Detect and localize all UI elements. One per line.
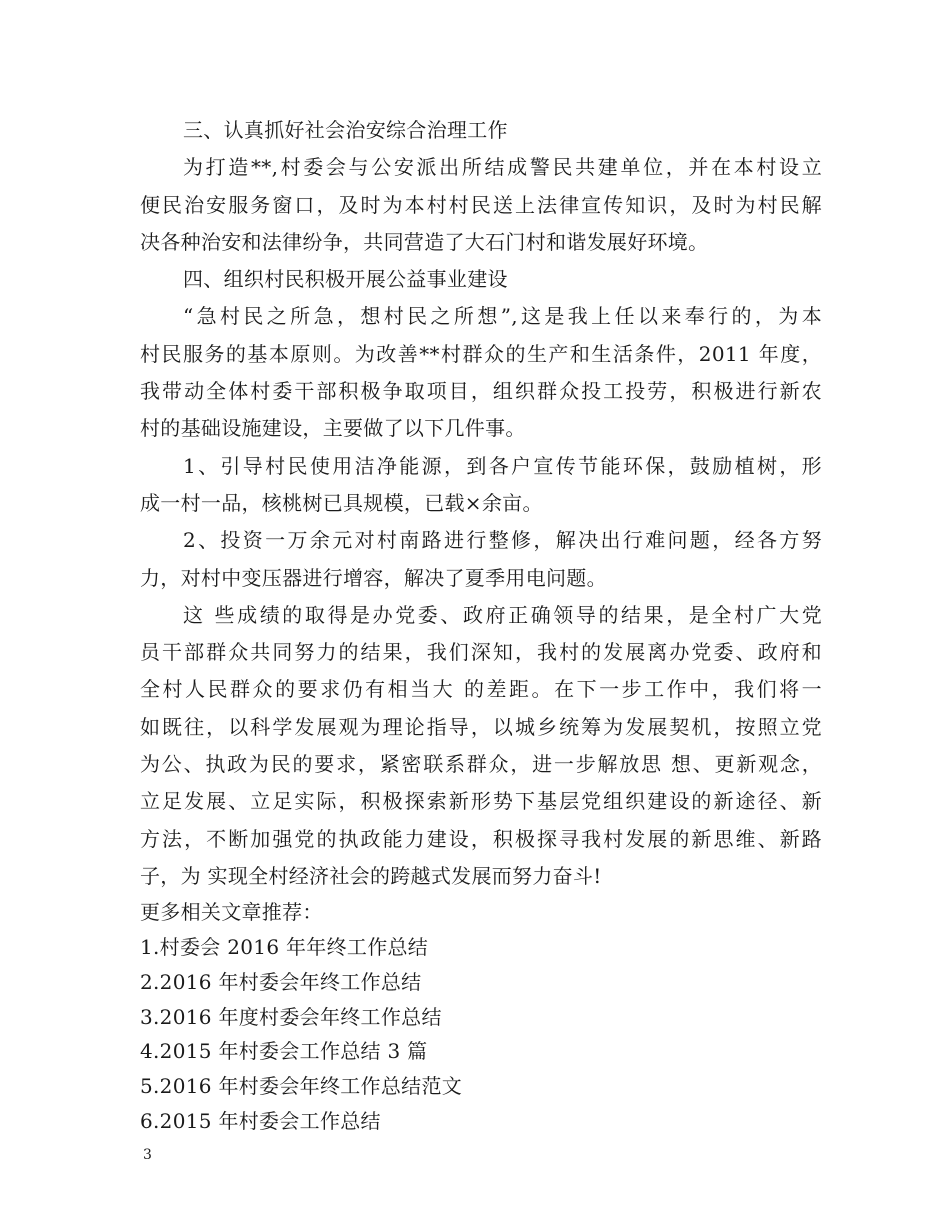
paragraph-line: 为打造**,村委会与公安派出所结成警民共建单位，并在本村设立	[183, 155, 822, 180]
paragraph-line: 2、投资一万余元对村南路进行整修，解决出行难问题，经各方努	[183, 528, 822, 553]
section-heading-4: 四、组织村民积极开展公益事业建设	[183, 267, 508, 292]
paragraph-line: 决各种治安和法律纷争，共同营造了大石门村和谐发展好环境。	[140, 229, 709, 254]
paragraph-line: 村的基础设施建设，主要做了以下几件事。	[140, 416, 526, 441]
paragraph-line: 为公、执政为民的要求，紧密联系群众，进一步解放思 想、更新观念，	[140, 752, 822, 777]
paragraph-line: 立足发展、立足实际，积极探索新形势下基层党组织建设的新途径、新	[140, 789, 822, 814]
document-body	[140, 112, 822, 1139]
related-article-link[interactable]: 2.2016 年村委会年终工作总结	[140, 969, 422, 994]
paragraph-line: 如既往，以科学发展观为理论指导，以城乡统筹为发展契机，按照立党	[140, 714, 822, 739]
paragraph-line: “急村民之所急，想村民之所想”,这是我上任以来奉行的，为本	[183, 304, 822, 329]
page-number: 3	[143, 1147, 152, 1163]
related-article-link[interactable]: 1.村委会 2016 年年终工作总结	[140, 935, 429, 960]
related-article-link[interactable]: 4.2015 年村委会工作总结 3 篇	[140, 1039, 428, 1064]
paragraph-line: 我带动全体村委干部积极争取项目，组织群众投工投劳，积极进行新农	[140, 379, 822, 404]
paragraph-line: 员干部群众共同努力的结果，我们深知，我村的发展离办党委、政府和	[140, 640, 822, 665]
paragraph-line: 子，为 实现全村经济社会的跨越式发展而努力奋斗!	[140, 863, 602, 888]
paragraph-line: 便民治安服务窗口，及时为本村村民送上法律宣传知识，及时为村民解	[140, 192, 822, 217]
paragraph-line: 村民服务的基本原则。为改善**村群众的生产和生活条件，2011 年度，	[140, 341, 822, 366]
related-article-link[interactable]: 5.2016 年村委会年终工作总结范文	[140, 1074, 463, 1099]
paragraph-line: 力，对村中变压器进行增容，解决了夏季用电问题。	[140, 565, 607, 590]
more-articles-heading: 更多相关文章推荐：	[140, 900, 323, 925]
paragraph-line: 方法，不断加强党的执政能力建设，积极探寻我村发展的新思维、新路	[140, 826, 822, 851]
section-heading-3: 三、认真抓好社会治安综合治理工作	[183, 118, 508, 142]
related-article-link[interactable]: 6.2015 年村委会工作总结	[140, 1109, 381, 1134]
paragraph-line: 成一村一品，核桃树已具规模，已载×余亩。	[140, 490, 543, 515]
paragraph-line: 全村人民群众的要求仍有相当大 的差距。在下一步工作中，我们将一	[140, 677, 822, 702]
related-article-link[interactable]: 3.2016 年度村委会年终工作总结	[140, 1004, 442, 1029]
paragraph-line: 1、引导村民使用洁净能源，到各户宣传节能环保，鼓励植树，形	[183, 453, 822, 478]
paragraph-line: 这 些成绩的取得是办党委、政府正确领导的结果，是全村广大党	[183, 602, 822, 627]
